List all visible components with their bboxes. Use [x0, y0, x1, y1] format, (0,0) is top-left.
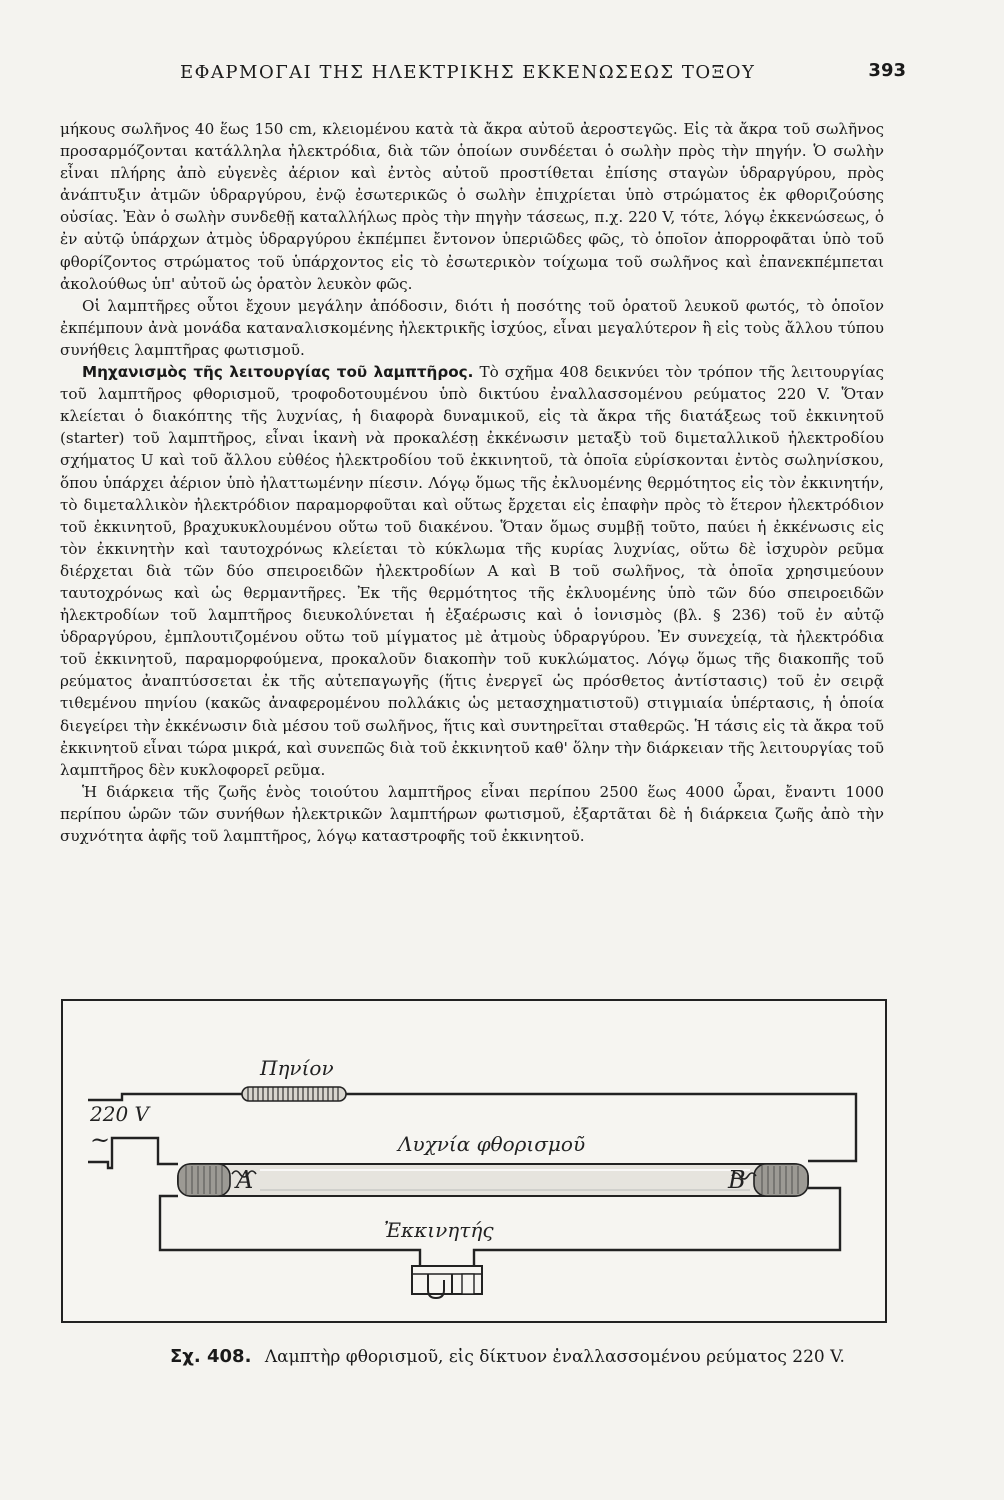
figure-caption — [170, 1346, 845, 1367]
page-number: 393 — [868, 60, 906, 81]
paragraph-mechanism — [60, 361, 884, 781]
paragraph-continuation: μήκους σωλῆνος 40 ἕως 150 cm, κλειομένου κατὰ τὰ ἄκρα αὐτοῦ ἀεροστεγῶς. Εἰς τὰ ἄκρα τοῦ σωλῆνος προσαρμόζονται κατάλληλα ἠλεκτρόδια, διὰ τῶν ὁποίων συνδέεται ὁ σωλὴν πρὸς τὴν πηγήν. Ὁ σωλὴν εἶναι πλήρης ἀπὸ εὐγενὲς ἀέριον καὶ ἐντὸς αὐτοῦ προστίθεται ἐπίσης σταγὼν ὑδραργύρου, πρὸς ἀνάπτυξιν ἀτμῶν ὑδραργύρου, ἐνῷ ἐσωτερικῶς ὁ σωλὴν ἐπιχρίεται ὑπὸ στρώματος ἐκ φθοριζούσης οὐσίας. Ἐὰν ὁ σωλὴν συνδεθῇ καταλλήλως πρὸς τὴν πηγὴν τάσεως, π.χ. 220 V, τότε, λόγῳ ἐκκενώσεως, ὁ ἐν αὐτῷ ὑπάρχων ἀτμὸς ὑδραργύρου ἐκπέμπει ἔντονον ὑπεριῶδες φῶς, τὸ ὁποῖον ἀπορροφᾶται ὑπὸ τοῦ φθορίζοντος στρώματος τοῦ ὑπάρχοντος εἰς τὸ ἐσωτερικὸν τοίχωμα τοῦ σωλῆνος καὶ ἐπανεκπέμπεται ἀκολούθως ὑπ' αὐτοῦ ὡς ὁρατὸν λευκὸν φῶς. — [60, 120, 884, 293]
caption-text: Λαμπτὴρ φθορισμοῦ, εἰς δίκτυον ἐναλλασσομένου ρεύματος 220 V. — [264, 1347, 845, 1367]
circuit-diagram — [60, 998, 888, 1326]
starter — [412, 1266, 482, 1298]
paragraph-mechanism-text: Τὸ σχῆμα 408 δεικνύει τὸν τρόπον τῆς λειτουργίας τοῦ λαμπτῆρος φθορισμοῦ, τροφοδοτουμένου ὑπὸ δικτύου ἐναλλασσομένου ρεύματος 220 V. Ὅταν κλείεται ὁ διακόπτης τῆς λυχνίας, ἡ διαφορὰ δυναμικοῦ, εἰς τὰ ἄκρα τῆς διατάξεως τοῦ ἐκκινητοῦ (starter) τοῦ λαμπτῆρος, εἶναι ἱκανὴ νὰ προκαλέσῃ ἐκκένωσιν μεταξὺ τοῦ διμεταλλικοῦ ἠλεκτροδίου σχήματος U καὶ τοῦ ἄλλου εὐθέος ἠλεκτροδίου τοῦ ἐκκινητοῦ, τὰ ὁποῖα εὑρίσκονται ἐντὸς σωληνίσκου, ὅπου ὑπάρχει ἀέριον ὑπὸ ἠλαττωμένην πίεσιν. Λόγῳ ὅμως τῆς ἐκλυομένης θερμότητος εἰς τὸν ἐκκινητήν, τὸ διμεταλλικὸν ἠλεκτρόδιον παραμορφοῦται καὶ οὕτως ἔρχεται εἰς ἐπαφὴν πρὸς τὸ ἕτερον ἠλεκτρόδιον τοῦ ἐκκινητοῦ, βραχυκυκλουμένου οὕτω τοῦ διακένου. Ὅταν ὅμως συμβῇ τοῦτο, παύει ἡ ἐκκένωσις εἰς τὸν ἐκκινητὴν καὶ ταυτοχρόνως κλείεται τὸ κύκλωμα τῆς κυρίας λυχνίας, οὕτω δὲ ἰσχυρὸν ρεῦμα διέρχεται διὰ τῶν δύο σπειροειδῶν ἠλεκτροδίων A καὶ B τοῦ σωλῆνος, τὰ ὁποῖα χρησιμεύουν ταυτοχρόνως καὶ ὡς θερμαντῆρες. Ἐκ τῆς θερμότητος τῆς ἐκλυομένης ὑπὸ τῶν δύο σπειροειδῶν ἠλεκτροδίων τοῦ λαμπτῆρος διευκολύνεται ἡ ἐξαέρωσις καὶ ὁ ἰονισμὸς (βλ. § 236) τοῦ ἐν αὐτῷ ὑδραργύρου, ἐμπλουτιζομένου οὕτω τοῦ μίγματος μὲ ἀτμοὺς ὑδραργύρου. Ἐν συνεχείᾳ, τὰ ἠλεκτρόδια τοῦ ἐκκινητοῦ, παραμορφούμενα, προκαλοῦν διακοπὴν τοῦ κυκλώματος. Λόγῳ ὅμως τῆς διακοπῆς τοῦ ρεύματος ἀναπτύσσεται ἐκ τῆς αὐτεπαγωγῆς (ἥτις ἐνεργεῖ ὡς πρόσθετος ἀντίστασις) τοῦ ἐν σειρᾷ τιθεμένου πηνίου (κακῶς ἀναφερομένου πολλάκις ὡς μετασχηματιστοῦ) στιγμιαία ὑπέρτασις, ἡ ὁποία διεγείρει τὴν ἐκκένωσιν διὰ μέσου τοῦ σωλῆνος, ἥτις καὶ συντηρεῖται σταθερῶς. Ἡ τάσις εἰς τὰ ἄκρα τοῦ ἐκκινητοῦ εἶναι τώρα μικρά, καὶ συνεπῶς διὰ τοῦ ἐκκινητοῦ καθ' ὅλην τὴν διάρκειαν τῆς λειτουργίας τοῦ λαμπτῆρος δὲν κυκλοφορεῖ ρεῦμα. — [60, 363, 885, 779]
coil-label: Πηνίον — [260, 1056, 334, 1080]
fluorescent-tube — [178, 1164, 808, 1196]
starter-label: Ἐκκινητής — [384, 1218, 494, 1242]
main-text — [60, 118, 884, 847]
section-run-in-heading: Μηχανισμὸς τῆς λειτουργίας τοῦ λαμπτῆρος. — [82, 363, 474, 382]
running-header — [60, 60, 906, 92]
ac-symbol: ~ — [90, 1126, 111, 1154]
running-title: ΕΦΑΡΜΟΓΑΙ ΤΗΣ ΗΛΕΚΤΡΙΚΗΣ ΕΚΚΕΝΩΣΕΩΣ ΤΟΞΟΥ — [180, 62, 756, 83]
paragraph-lifetime: Ἡ διάρκεια τῆς ζωῆς ἑνὸς τοιούτου λαμπτῆρος εἶναι περίπου 2500 ἕως 4000 ὧραι, ἔναντι 1000 περίπου ὡρῶν τῶν συνήθων ἠλεκτρικῶν λαμπτήρων φωτισμοῦ, ἐξαρτᾶται δὲ ἡ διάρκεια ζωῆς ἀπὸ τὴν συχνότητα ἀφῆς τοῦ λαμπτῆρος, λόγῳ καταστροφῆς τοῦ ἐκκινητοῦ. — [60, 782, 884, 845]
voltage-label: 220 V — [90, 1102, 149, 1126]
electrode-a-label: A — [236, 1166, 254, 1194]
tube-label: Λυχνία φθορισμοῦ — [398, 1132, 586, 1156]
coil-ballast — [242, 1087, 346, 1101]
electrode-b-label: B — [728, 1166, 746, 1194]
figure-408 — [60, 998, 888, 1326]
paragraph-efficiency: Οἱ λαμπτῆρες οὗτοι ἔχουν μεγάλην ἀπόδοσιν, διότι ἡ ποσότης τοῦ ὁρατοῦ λευκοῦ φωτός, τὸ ὁποῖον ἐκπέμπουν ἀνὰ μονάδα καταναλισκομένης ἠλεκτρικῆς ἰσχύος, εἶναι μεγαλύτερον ἢ εἰς τοὺς ἄλλου τύπου συνήθεις λαμπτῆρας φωτισμοῦ. — [60, 296, 884, 359]
caption-number: Σχ. 408. — [170, 1346, 252, 1367]
